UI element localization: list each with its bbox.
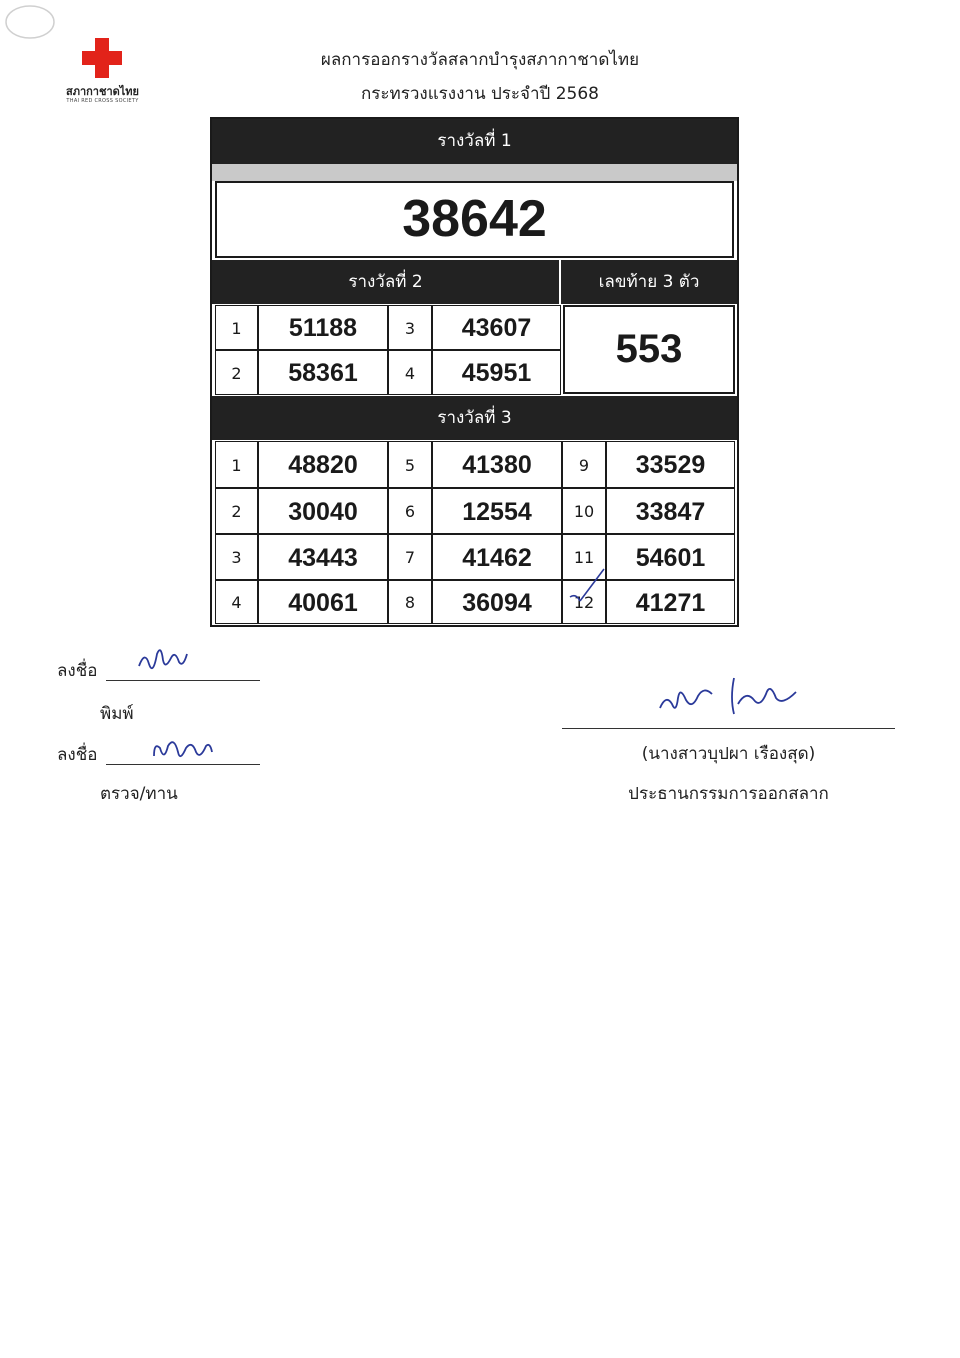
prize1-header: รางวัลที่ 1: [212, 119, 737, 164]
prize2-index: 4: [388, 350, 432, 395]
prize3-index: 3: [215, 534, 258, 580]
typist-sign-label: ลงชื่อ: [57, 661, 98, 681]
document-subtitle: กระทรวงแรงงาน ประจำปี 2568: [360, 84, 600, 104]
red-cross-icon-horizontal: [82, 51, 122, 65]
prize3-index: 12: [562, 580, 606, 624]
prize3-number: 30040: [258, 488, 388, 534]
prize1-gray-strip: [212, 164, 737, 181]
logo-english-text: THAI RED CROSS SOCIETY: [66, 98, 139, 104]
prize2-number: 58361: [258, 350, 388, 395]
prize3-index: 10: [562, 488, 606, 534]
last3-box: [563, 305, 735, 394]
chairman-title: ประธานกรรมการออกสลาก: [628, 784, 829, 804]
red-cross-logo: [55, 38, 150, 108]
typist-role: พิมพ์: [100, 704, 134, 724]
prize2-index: 2: [215, 350, 258, 395]
prize3-number: 33529: [606, 441, 735, 488]
prize3-index: 9: [562, 441, 606, 488]
prize2-index: 3: [388, 305, 432, 350]
prize1-number: 38642: [402, 190, 547, 248]
prize3-number: 41462: [432, 534, 562, 580]
prize3-number: 36094: [432, 580, 562, 624]
prize3-number: 48820: [258, 441, 388, 488]
prize3-header: รางวัลที่ 3: [212, 396, 737, 440]
prize3-index: 2: [215, 488, 258, 534]
prize2-number: 45951: [432, 350, 561, 395]
prize3-number: 33847: [606, 488, 735, 534]
prize3-number: 54601: [606, 534, 735, 580]
prize2-number: 43607: [432, 305, 561, 350]
prize3-index: 6: [388, 488, 432, 534]
chairman-name: (นางสาวบุปผา เรืองสุด): [641, 744, 816, 764]
checker-sign-label: ลงชื่อ: [57, 745, 98, 765]
prize3-number: 12554: [432, 488, 562, 534]
prize3-number: 41380: [432, 441, 562, 488]
logo-thai-text: สภากาชาดไทย: [66, 85, 139, 98]
last3-number: 553: [615, 327, 683, 371]
prize3-number: 43443: [258, 534, 388, 580]
last3-header: เลขท้าย 3 ตัว: [561, 260, 737, 304]
document-title: ผลการออกรางวัลสลากบำรุงสภากาชาดไทย: [320, 50, 640, 70]
prize3-index: 7: [388, 534, 432, 580]
chairman-signature: [650, 664, 810, 724]
checker-signature: [148, 734, 218, 768]
prize3-index: 8: [388, 580, 432, 624]
prize3-index: 4: [215, 580, 258, 624]
prize3-index: 1: [215, 441, 258, 488]
prize3-index: 5: [388, 441, 432, 488]
chairman-sign-line: [562, 728, 895, 729]
typist-signature: [135, 640, 195, 680]
checker-role: ตรวจ/ทาน: [100, 784, 178, 804]
results-table: [210, 117, 739, 627]
prize2-number: 51188: [258, 305, 388, 350]
prize1-box: [215, 181, 734, 258]
prize3-number: 41271: [606, 580, 735, 624]
punch-hole-mark: [2, 2, 58, 42]
prize3-index: 11: [562, 534, 606, 580]
prize2-header: รางวัลที่ 2: [212, 260, 559, 304]
prize3-number: 40061: [258, 580, 388, 624]
typist-sign-line: [106, 680, 260, 681]
prize2-index: 1: [215, 305, 258, 350]
check-mark-icon: [566, 567, 606, 607]
